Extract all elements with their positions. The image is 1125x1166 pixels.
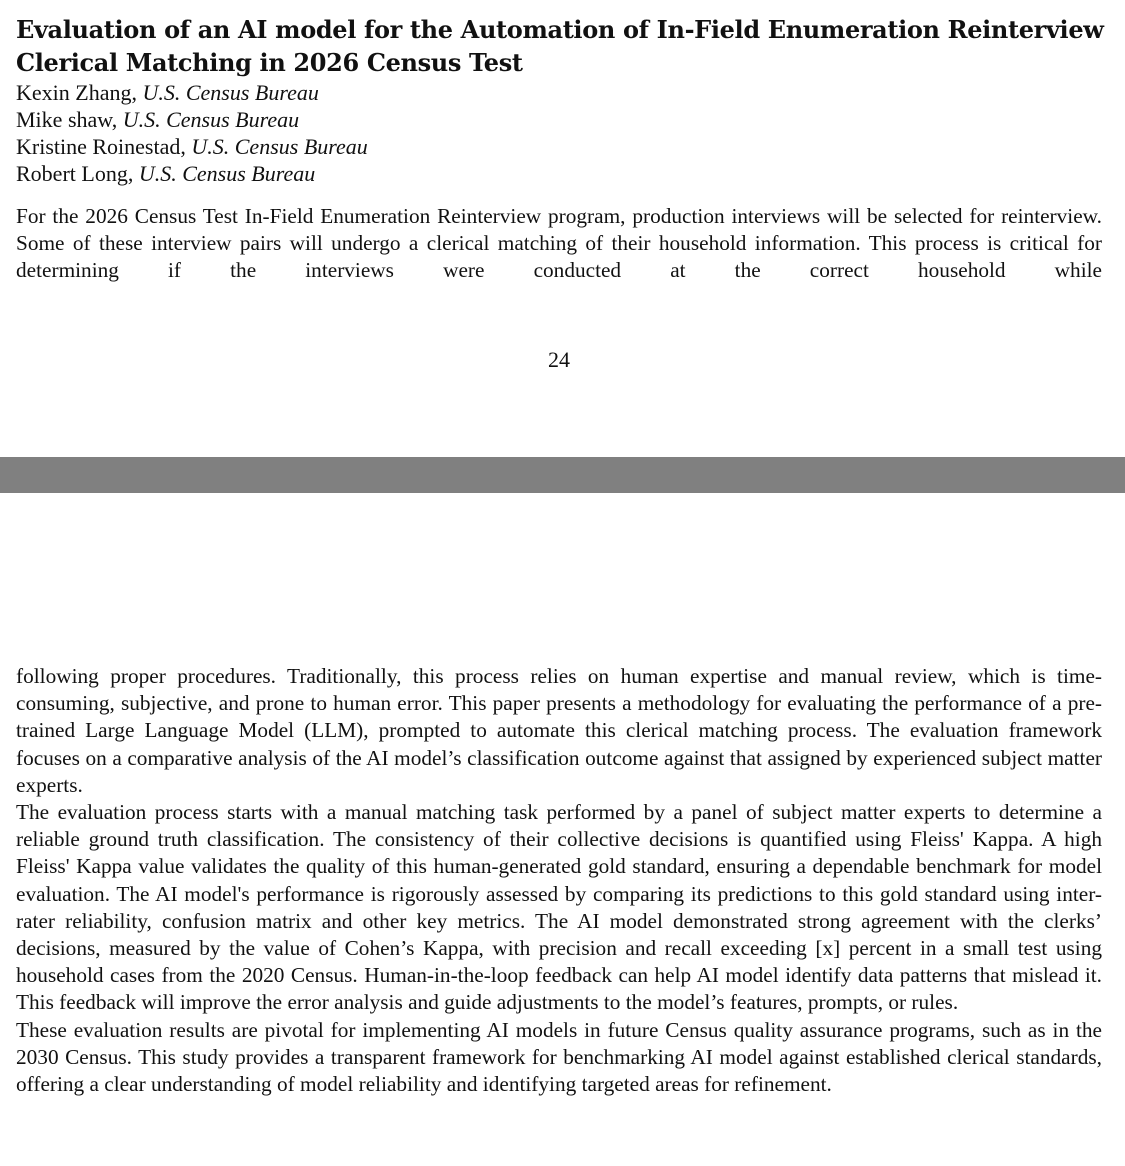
abstract-paragraph: These evaluation results are pivotal for implementing AI models in future Census quality assurance programs, such as in the 2030 Census. This study provides a transparent framework for benchmarking AI model against established clerical standards, offering a clear understanding of model reliability and identifying targeted areas for refinement. xyxy=(16,1017,1102,1097)
author-name: Kexin Zhang, xyxy=(16,80,143,105)
abstract-paragraph: The evaluation process starts with a manual matching task performed by a panel of subject matter experts to determine a reliable ground truth classification. The consistency of their collective decisions is quantified using Fleiss' Kappa. A high Fleiss' Kappa value validates the quality of this human-generated gold standard, ensuring a dependable benchmark for model evaluation. The AI model's performance is rigorously assessed by comparing its predictions to this gold standard using inter-rater reliability, confusion matrix and other key metrics. The AI model demonstrated strong agreement with the clerks’ decisions, measured by the value of Cohen’s Kappa, with precision and recall exceeding [x] percent in a small test using household cases from the 2020 Census. Human-in-the-loop feedback can help AI model identify data patterns that mislead it. This feedback will improve the error analysis and guide adjustments to the model’s features, prompts, or rules. xyxy=(16,800,1102,1015)
page-number: 24 xyxy=(548,347,570,372)
abstract-paragraph: following proper procedures. Traditionally, this process relies on human expertise and manual review, which is time-consuming, subjective, and prone to human error. This paper presents a methodology for evaluating the performance of a pre-trained Large Language Model (LLM), prompted to automate this clerical matching process. The evaluation framework focuses on a comparative analysis of the AI model’s classification outcome against that assigned by experienced subject matter experts. xyxy=(16,664,1102,797)
author-affiliation: U.S. Census Bureau xyxy=(142,80,319,105)
author-list xyxy=(16,79,368,187)
author-entry xyxy=(16,79,368,106)
author-name: Mike shaw, xyxy=(16,107,123,132)
document-page-upper xyxy=(0,0,1125,457)
author-entry xyxy=(16,160,368,187)
author-name: Kristine Roinestad, xyxy=(16,134,192,159)
document-page-lower xyxy=(0,493,1125,1166)
abstract-continuation xyxy=(16,663,1102,1098)
author-affiliation: U.S. Census Bureau xyxy=(191,134,368,159)
author-name: Robert Long, xyxy=(16,161,139,186)
page-break-separator xyxy=(0,457,1125,493)
abstract-paragraph-start: For the 2026 Census Test In-Field Enumeration Reinterview program, production interviews will be selected for reinterview. Some of these interview pairs will undergo a clerical matching of their household information. This process is critical for determining if the interviews were conducted at the correct household while xyxy=(16,204,1102,283)
author-affiliation: U.S. Census Bureau xyxy=(122,107,300,132)
paper-title: Evaluation of an AI model for the Automation of In-Field Enumeration Reinterview Clerical Matching in 2026 Census Test xyxy=(16,15,1104,77)
author-entry xyxy=(16,106,368,133)
author-affiliation: U.S. Census Bureau xyxy=(138,161,316,186)
author-entry xyxy=(16,133,368,160)
